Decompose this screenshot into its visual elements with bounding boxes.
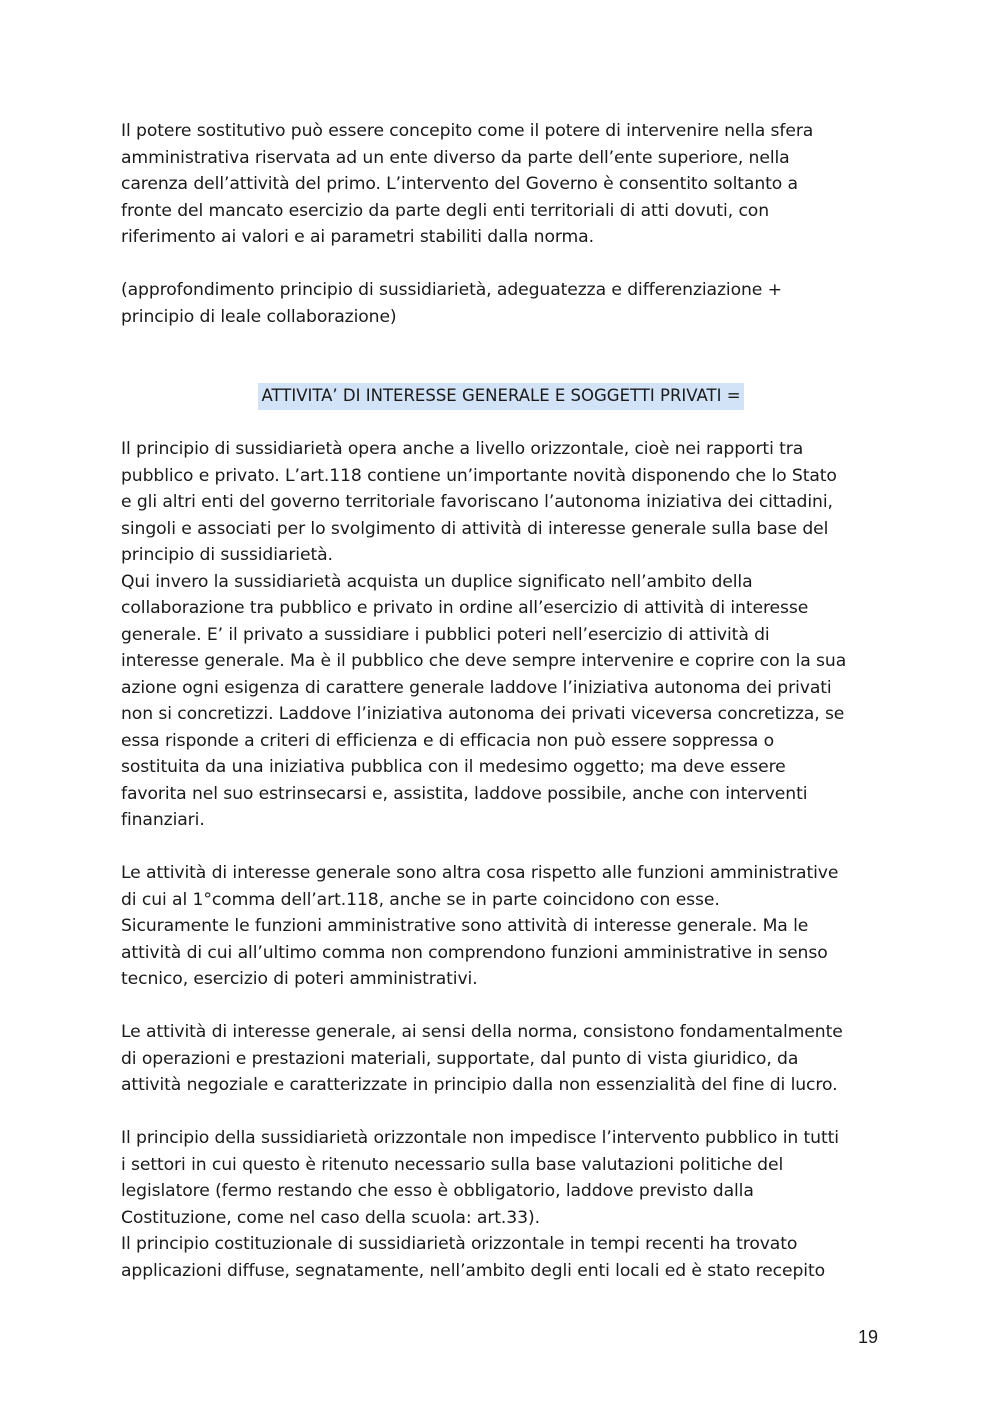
paragraph-principio-intervento: Il principio della sussidiarietà orizzontale non impedisce l’intervento pubblico in tutti i settori in cui questo è ritenuto necessario sulla base valutazioni politiche del legislatore (fermo restando che esso è obbligatorio, laddove previsto dalla Costituzione, come nel caso della scuola: art.33). Il principio costituzionale di sussidiarietà orizzontale in tempi recenti ha trovato applicazioni diffuse, segnatamente, nell’ambito degli enti locali ed è stato recepito (121, 1128, 839, 1281)
paragraph-potere-sostitutivo: Il potere sostitutivo può essere concepito come il potere di intervenire nella sfera amministrativa riservata ad un ente diverso da parte dell’ente superiore, nella carenza dell’attività del primo. L’intervento del Governo è consentito soltanto a fronte del mancato esercizio da parte degli enti territoriali di atti dovuti, con riferimento ai valori e ai parametri stabiliti dalla norma. (121, 121, 814, 247)
section-heading-container (121, 383, 881, 410)
page-number: 19 (857, 1327, 878, 1347)
paragraph-sussidiarieta-orizzontale: Il principio di sussidiarietà opera anche a livello orizzontale, cioè nei rapporti tra pubblico e privato. L’art.118 contiene un’importante novità disponendo che lo Stato e gli altri enti del governo territoriale favoriscano l’autonoma iniziativa dei cittadini, singoli e associati per lo svolgimento di attività di interesse generale sulla base del principio di sussidiarietà. Qui invero la sussidiarietà acquista un duplice significato nell’ambito della collaborazione tra pubblico e privato in ordine all’esercizio di attività di interesse generale. E’ il privato a sussidiare i pubblici poteri nell’esercizio di attività di interesse generale. Ma è il pubblico che deve sempre intervenire e coprire con la sua azione ogni esigenza di carattere generale laddove l’iniziativa autonoma dei privati non si concretizzi. Laddove l’iniziativa autonoma dei privati viceversa concretizza, se essa risponde a criteri di efficienza e di efficacia non può essere soppressa o sostituita da una iniziativa pubblica con il medesimo oggetto; ma deve essere favorita nel suo estrinsecarsi e, assistita, laddove possibile, anche con interventi finanziari. (121, 439, 847, 830)
paragraph-attivita-funzioni: Le attività di interesse generale sono altra cosa rispetto alle funzioni amministrative di cui al 1°comma dell’art.118, anche se in parte coincidono con esse. Sicuramente le funzioni amministrative sono attività di interesse generale. Ma le attività di cui all’ultimo comma non comprendono funzioni amministrative in senso tecnico, esercizio di poteri amministrativi. (121, 863, 839, 989)
paragraph-approfondimento: (approfondimento principio di sussidiarietà, adeguatezza e differenziazione + principio di leale collaborazione) (121, 280, 782, 327)
paragraph-attivita-operazioni: Le attività di interesse generale, ai sensi della norma, consistono fondamentalmente di operazioni e prestazioni materiali, supportate, dal punto di vista giuridico, da attività negoziale e caratterizzate in principio dalla non essenzialità del fine di lucro. (121, 1022, 843, 1095)
document-page (121, 118, 881, 1284)
section-heading: ATTIVITA’ DI INTERESSE GENERALE E SOGGETTI PRIVATI = (258, 383, 743, 410)
